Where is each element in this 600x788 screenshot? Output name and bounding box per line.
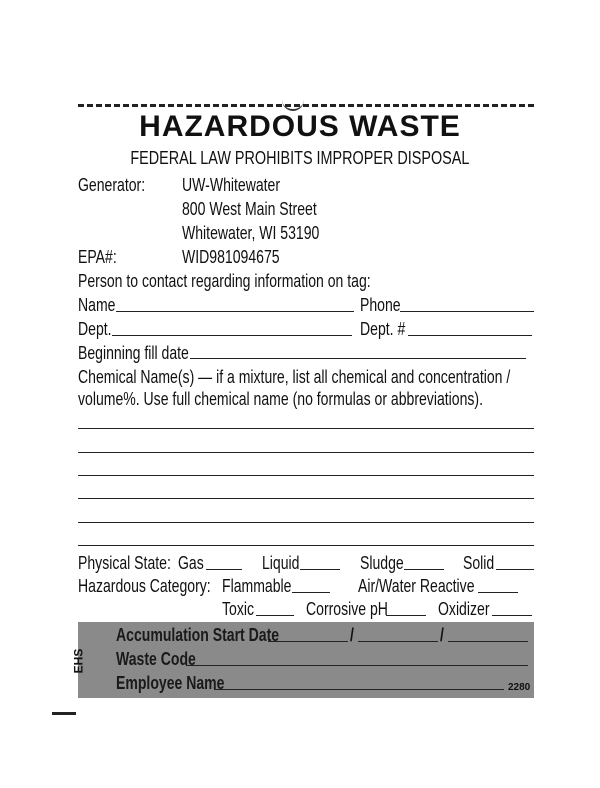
- page-title: HAZARDOUS WASTE: [139, 110, 461, 143]
- dept-number-label: Dept. #: [360, 319, 406, 339]
- state-sludge-field[interactable]: [404, 569, 444, 570]
- generator-line-3: Whitewater, WI 53190: [182, 223, 320, 243]
- ehs-side-label: EHS: [71, 648, 86, 674]
- state-liquid-label: Liquid: [262, 553, 300, 573]
- hazard-corrosive-field[interactable]: [386, 615, 426, 616]
- subtitle: FEDERAL LAW PROHIBITS IMPROPER DISPOSAL: [130, 148, 470, 168]
- accumulation-year-field[interactable]: [448, 641, 528, 642]
- hazard-reactive-label: Air/Water Reactive: [358, 576, 475, 596]
- tear-line: [78, 104, 534, 107]
- chemical-instructions-1: Chemical Name(s) — if a mixture, list all chemical and concentration /: [78, 367, 511, 387]
- chemical-line-2[interactable]: [78, 452, 534, 453]
- physical-state-label: Physical State:: [78, 553, 171, 573]
- employee-name-field[interactable]: [214, 689, 504, 690]
- hazard-toxic-field[interactable]: [256, 615, 294, 616]
- waste-code-label: Waste Code: [116, 649, 196, 669]
- epa-label: EPA#:: [78, 247, 117, 267]
- phone-label: Phone: [360, 295, 401, 315]
- date-separator-2: /: [440, 625, 444, 645]
- employee-name-label: Employee Name: [116, 673, 225, 693]
- tear-notch: [282, 97, 304, 111]
- chemical-line-6[interactable]: [78, 545, 534, 546]
- chemical-line-4[interactable]: [78, 498, 534, 499]
- state-liquid-field[interactable]: [300, 569, 340, 570]
- hazard-flammable-field[interactable]: [292, 592, 330, 593]
- dept-number-field[interactable]: [408, 335, 532, 336]
- form-number: 2280: [508, 682, 531, 693]
- state-sludge-label: Sludge: [360, 553, 404, 573]
- name-field[interactable]: [116, 311, 354, 312]
- hazard-category-label: Hazardous Category:: [78, 576, 211, 596]
- contact-prompt: Person to contact regarding information on tag:: [78, 271, 371, 291]
- state-solid-field[interactable]: [496, 569, 534, 570]
- state-gas-label: Gas: [178, 553, 204, 573]
- fill-date-field[interactable]: [190, 358, 526, 359]
- accumulation-date-label: Accumulation Start Date: [116, 625, 280, 645]
- fill-date-label: Beginning fill date: [78, 343, 189, 363]
- generator-line-1: UW-Whitewater: [182, 175, 281, 195]
- chemical-line-5[interactable]: [78, 522, 534, 523]
- state-gas-field[interactable]: [206, 569, 242, 570]
- date-separator-1: /: [350, 625, 354, 645]
- accumulation-month-field[interactable]: [268, 641, 348, 642]
- state-solid-label: Solid: [463, 553, 495, 573]
- generator-line-2: 800 West Main Street: [182, 199, 317, 219]
- epa-value: WID981094675: [182, 247, 280, 267]
- dept-field[interactable]: [112, 335, 352, 336]
- chemical-line-3[interactable]: [78, 475, 534, 476]
- accumulation-day-field[interactable]: [358, 641, 438, 642]
- hazard-oxidizer-label: Oxidizer: [438, 599, 490, 619]
- hazard-corrosive-label: Corrosive pH: [306, 599, 388, 619]
- hazard-toxic-label: Toxic: [222, 599, 254, 619]
- dept-label: Dept.: [78, 319, 112, 339]
- generator-label: Generator:: [78, 175, 146, 195]
- chemical-line-1[interactable]: [78, 428, 534, 429]
- phone-field[interactable]: [400, 311, 534, 312]
- hazard-flammable-label: Flammable: [222, 576, 292, 596]
- name-label: Name: [78, 295, 116, 315]
- chemical-instructions-2: volume%. Use full chemical name (no formulas or abbreviations).: [78, 389, 483, 409]
- hazard-oxidizer-field[interactable]: [492, 615, 532, 616]
- hazard-reactive-field[interactable]: [478, 592, 518, 593]
- waste-code-field[interactable]: [186, 665, 528, 666]
- bottom-tear-mark: [52, 712, 76, 715]
